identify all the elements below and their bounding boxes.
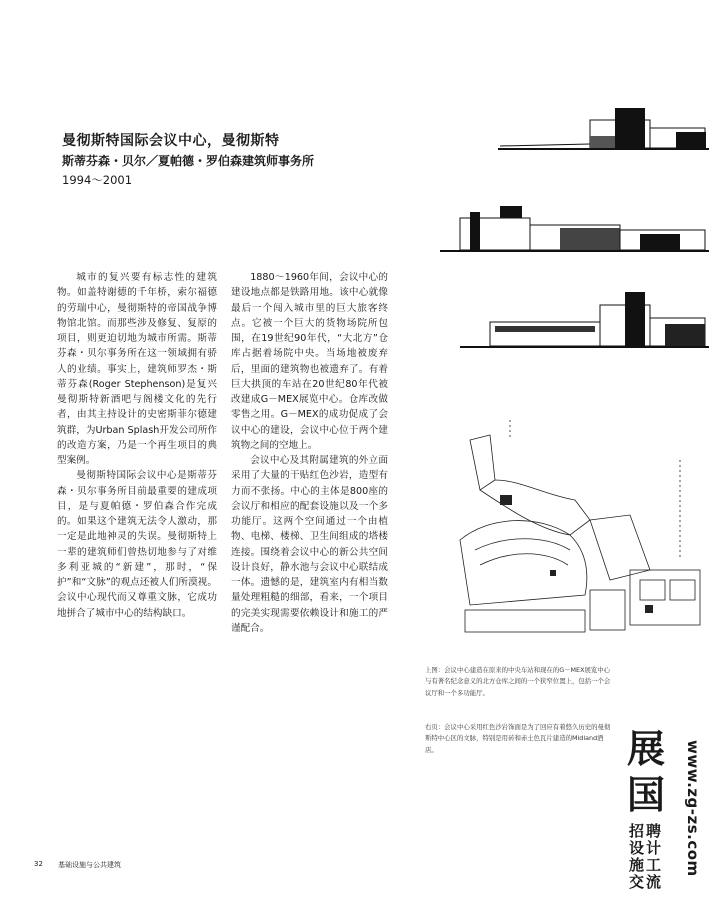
caption-top — [425, 665, 613, 699]
paragraph: 城市的复兴要有标志性的建筑物。如盖特谢德的千年桥，索尔福德的劳瑞中心，曼彻斯特的帝国战争博物馆北馆。而那些涉及修复、复原的项目，则更迫切地为城市所需。斯蒂芬森・贝尔事务所在这一领域拥有骄人的业绩。事实上，建筑师罗杰・斯蒂芬森(Roger Stephenson)是复兴曼彻斯特新酒吧与阁楼文化的先行者，由其主持设计的史密斯菲尔德建筑群，为Urban Splash开发公司所作的改造方案，乃是一个再生项目的典型案例。 — [57, 272, 217, 466]
watermark-slogan-char: 设 — [628, 839, 644, 857]
watermark-slogan-char: 交 — [628, 873, 644, 891]
watermark-char: 展 — [626, 727, 665, 771]
caption-text: 右页：会议中心采用红色沙岩饰面是为了回应有着悠久历史的曼彻斯特中心区的文脉，特别是用砖和赤土色瓦片建造的Midland酒店。 — [425, 723, 611, 754]
paragraph: 曼彻斯特国际会议中心是斯蒂芬森・贝尔事务所目前最重要的建成项目，是与夏帕德・罗伯森合作完成的。如果这个建筑无法令人激动，那一定是此地神灵的失误。曼彻斯特上一辈的建筑师们曾热切地参与了对维多利亚城的“新建”，那时，“保护”和“文脉”的观点还被人们所漠视。会议中心现代而又尊重文脉，它成功地拼合了城市中心的结构缺口。 — [57, 470, 217, 619]
text-column-1 — [57, 270, 217, 621]
article-title: 曼彻斯特国际会议中心，曼彻斯特 — [62, 133, 280, 149]
caption-right — [425, 722, 613, 756]
watermark-slogan-char: 计 — [645, 839, 661, 857]
watermark-url: www.zg-zs.com — [684, 740, 702, 877]
watermark-slogan-char: 招 — [628, 822, 644, 840]
watermark-slogan — [628, 823, 682, 891]
elevation-1 — [498, 108, 709, 150]
watermark-char: 国 — [626, 773, 665, 817]
text-column-2 — [231, 270, 388, 636]
caption-text: 上图：会议中心建造在原来的中央车站和现在的G－MEX展览中心与有著名纪念意义的北方仓库之间的一个狭窄位置上，包括一个会议厅和一个多功能厅。 — [425, 666, 611, 697]
site-plan — [450, 420, 709, 640]
architect-name: 斯蒂芬森・贝尔／夏帕德・罗伯森建筑师事务所 — [62, 154, 315, 168]
elevation-drawings — [440, 100, 709, 370]
elevation-2 — [440, 206, 709, 252]
watermark-slogan-char: 流 — [645, 873, 661, 891]
watermark-slogan-char: 聘 — [645, 822, 661, 840]
paragraph: 会议中心及其附属建筑的外立面采用了大量的干贴红色沙岩，造型有力而不张扬。中心的主体是800座的会议厅和相应的配套设施以及一个多功能厅。这两个空间通过一个由植物、电梯、楼梯、卫生间组成的塔楼连接。围绕着会议中心的新公共空间设计良好，静水池与会议中心联结成一体。遗憾的是，建筑室内有相当数量处理粗糙的细部，看来，一个项目的完美实现需要依赖设计和施工的严谨配合。 — [231, 455, 388, 634]
watermark-slogan-char: 工 — [645, 856, 661, 874]
project-years: 1994～2001 — [62, 173, 133, 187]
page-number: 32 — [34, 860, 43, 868]
section-title: 基础设施与公共建筑 — [58, 861, 121, 869]
paragraph: 1880～1960年间，会议中心的建设地点都是铁路用地。该中心就像最后一个闯入城市里的巨大旅客终点。它被一个巨大的货物场院所包围，在19世纪90年代，“大北方”仓库占据着场院中央。当场地被废弃后，里面的建筑物也被遗弃了。有着巨大拱顶的车站在20世纪80年代被改建成G－MEX展览中心。仓库改做零售之用。G－MEX的成功促成了会议中心的建设，会议中心位于两个建筑物之间的空地上。 — [231, 272, 388, 451]
watermark-slogan-char: 施 — [628, 856, 644, 874]
elevation-3 — [460, 292, 709, 348]
